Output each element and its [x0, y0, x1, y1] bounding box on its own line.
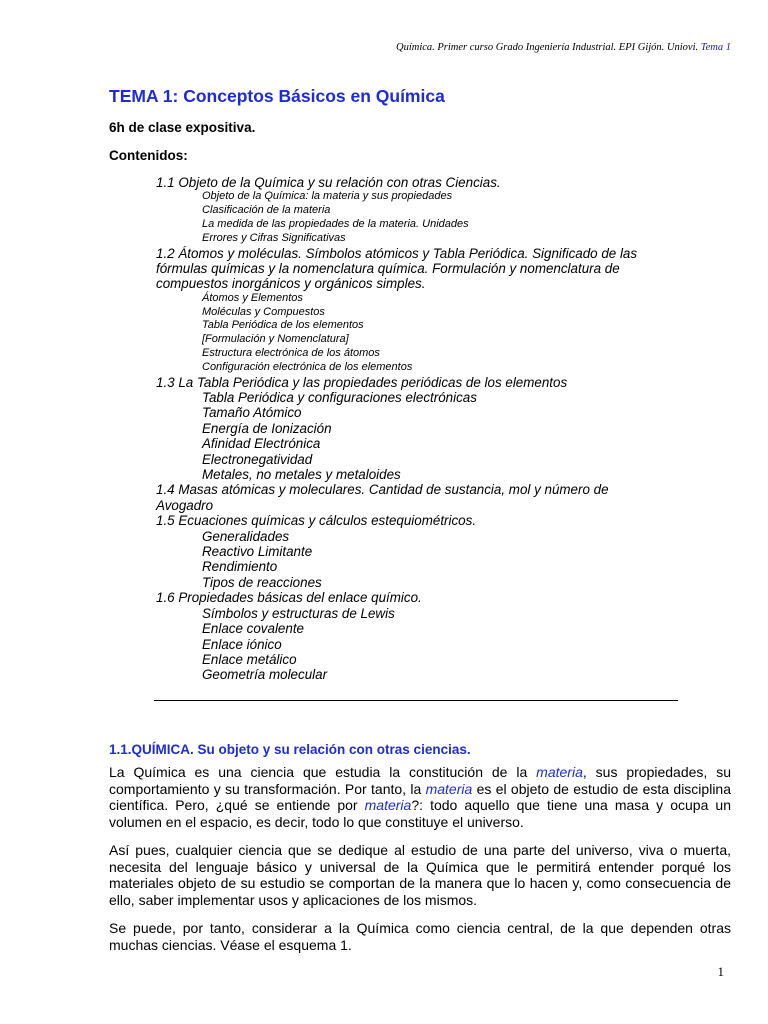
toc-section-1: 1.1 Objeto de la Química y su relación con otras Ciencias.	[156, 175, 501, 190]
toc-item: Rendimiento	[202, 559, 278, 575]
toc-item: Errores y Cifras Significativas	[202, 231, 346, 244]
keyword-materia: materia	[425, 780, 473, 797]
toc-section-5: 1.5 Ecuaciones químicas y cálculos estequiométricos.	[156, 513, 477, 529]
toc-item: Enlace metálico	[202, 651, 297, 667]
toc-item: Tabla Periódica de los elementos	[202, 319, 364, 332]
toc-section-3: 1.3 La Tabla Periódica y las propiedades periódicas de los elementos	[156, 374, 568, 390]
toc-item: Afinidad Electrónica	[202, 436, 321, 452]
toc-item: Tamaño Atómico	[202, 405, 302, 421]
toc-item: Símbolos y estructuras de Lewis	[202, 605, 395, 621]
toc-item: Tipos de reacciones	[202, 574, 322, 590]
toc-item: [Formulación y Nomenclatura]	[202, 333, 349, 346]
p1-text-b: , sus propiedades, su comportamiento y su transformación. Por tanto, la	[109, 764, 731, 797]
keyword-materia: materia	[536, 764, 583, 780]
toc-item: Estructura electrónica de los átomos	[202, 347, 380, 359]
paragraph-1	[109, 764, 731, 830]
paragraph-2: Así pues, cualquier ciencia que se dedique al estudio de una parte del universo, viva o muerta, necesita del lenguaje básico y universal de la Química que le permitirá entender porqué los materiales objeto de su estudio se comportan de la manera que lo hacen y, como consecuencia de ello, saber implementar usos y aplicaciones de los mismos.	[109, 842, 731, 908]
toc-item: Objeto de la Química: la materia y sus propiedades	[202, 190, 453, 203]
toc-section-6: 1.6 Propiedades básicas del enlace químico.	[156, 590, 422, 606]
header-course: Química. Primer curso Grado Ingeniería Industrial. EPI Gijón. Uniovi.	[395, 42, 699, 53]
toc-section-2: 1.2 Átomos y moléculas. Símbolos atómicos y Tabla Periódica. Significado de las fórmulas químicas y la nomenclatura química. Formulación y nomenclatura de compuestos inorgánicos y orgánicos simples.	[156, 245, 638, 292]
p1-text-a: La Química es una ciencia que estudia la constitución de la	[109, 764, 537, 780]
toc-item: Enlace covalente	[202, 621, 304, 637]
toc-item: Moléculas y Compuestos	[202, 305, 325, 318]
toc-item: Tabla Periódica y configuraciones electrónicas	[202, 390, 477, 405]
toc-item: Enlace iónico	[202, 636, 282, 652]
page-title: TEMA 1: Conceptos Básicos en Química	[109, 86, 445, 106]
running-header	[396, 42, 731, 53]
section-divider	[154, 700, 678, 701]
toc-item: Átomos y Elementos	[202, 291, 303, 304]
toc-item: Metales, no metales y metaloides	[202, 467, 401, 483]
paragraph-3: Se puede, por tanto, considerar a la Química como ciencia central, de la que dependen otras muchas ciencias. Véase el esquema 1.	[109, 920, 731, 953]
toc-item: Energía de Ionización	[202, 420, 332, 436]
toc-section-4: 1.4 Masas atómicas y moleculares. Cantidad de sustancia, mol y número de Avogadro	[156, 482, 609, 513]
header-tema: Tema 1	[700, 42, 731, 53]
toc-item: Configuración electrónica de los elementos	[202, 360, 413, 373]
keyword-materia: materia	[364, 797, 412, 813]
section-heading: 1.1.QUÍMICA. Su objeto y su relación con otras ciencias.	[109, 742, 471, 758]
toc-item: Clasificación de la materia	[202, 204, 331, 217]
page-number: 1	[717, 964, 724, 979]
p1-text-c: es el objeto de estudio de esta disciplina científica. Pero, ¿qué se entiende por	[109, 780, 731, 813]
toc-item: Geometría molecular	[202, 667, 328, 683]
toc-item: La medida de las propiedades de la materia. Unidades	[202, 218, 469, 230]
toc-item: Electronegatividad	[202, 451, 313, 467]
class-hours: 6h de clase expositiva.	[109, 120, 256, 135]
toc-item: Generalidades	[202, 528, 290, 544]
table-of-contents	[156, 175, 666, 683]
contents-label: Contenidos:	[109, 148, 188, 163]
p1-text-d: ?: todo aquello que tiene una masa y ocupa un volumen en el espacio, es decir, todo lo que constituye el universo.	[109, 797, 732, 830]
toc-item: Reactivo Limitante	[202, 544, 313, 560]
